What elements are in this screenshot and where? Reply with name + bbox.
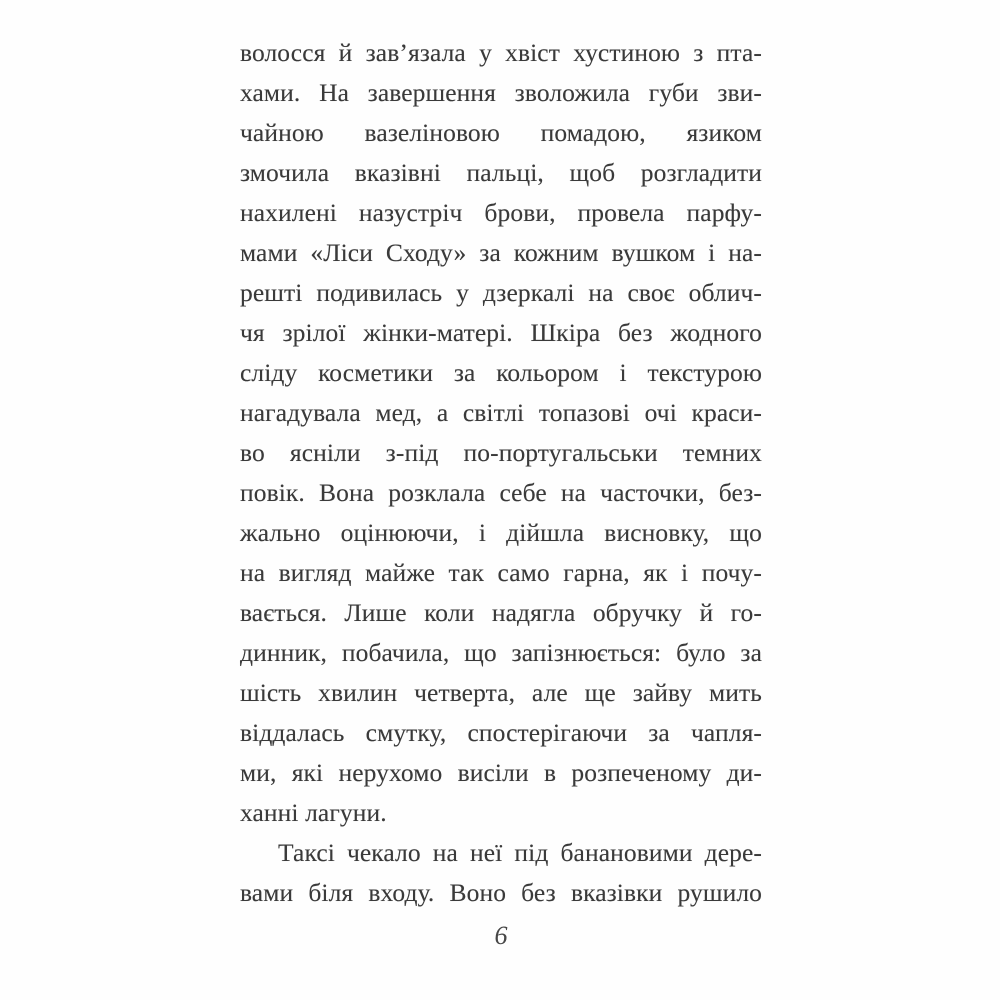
- page-number: 6: [494, 921, 508, 950]
- text-line: жально оцінюючи, і дійшла висновку, що: [240, 518, 762, 547]
- text-line: на вигляд майже так само гарна, як і почу-: [240, 558, 762, 587]
- text-line: нахилені назустріч брови, провела парфу-: [240, 198, 762, 227]
- text-line: ми, які нерухомо висіли в розпеченому ди-: [240, 758, 762, 787]
- text-line: волосся й зав’язала у хвіст хустиною з пта-: [240, 38, 762, 67]
- text-line: во ясніли з-під по-португальськи темних: [240, 438, 762, 467]
- text-line: хами. На завершення зволожила губи зви-: [240, 78, 762, 107]
- text-line: сліду косметики за кольором і текстурою: [240, 358, 762, 387]
- text-line: Таксі чекало на неї під банановими дере-: [278, 838, 762, 867]
- text-line: змочила вказівні пальці, щоб розгладити: [240, 158, 762, 187]
- body-text: [240, 33, 762, 913]
- text-line: ханні лагуни.: [240, 798, 387, 827]
- text-line: вається. Лише коли надягла обручку й го-: [240, 598, 762, 627]
- text-line: віддалась смутку, спостерігаючи за чапля-: [240, 718, 762, 747]
- text-line: нагадувала мед, а світлі топазові очі краси-: [240, 398, 762, 427]
- text-line: повік. Вона розклала себе на часточки, без-: [240, 478, 762, 507]
- text-line: чя зрілої жінки-матері. Шкіра без жодного: [240, 318, 762, 347]
- text-line: мами «Ліси Сходу» за кожним вушком і на-: [240, 238, 762, 267]
- text-line: чайною вазеліновою помадою, язиком: [240, 118, 762, 147]
- text-line: шість хвилин четверта, але ще зайву мить: [240, 678, 762, 707]
- text-line: решті подивилась у дзеркалі на своє облич-: [240, 278, 762, 307]
- text-line: вами біля входу. Воно без вказівки рушило: [240, 878, 762, 907]
- text-line: динник, побачила, що запізнюється: було за: [240, 638, 762, 667]
